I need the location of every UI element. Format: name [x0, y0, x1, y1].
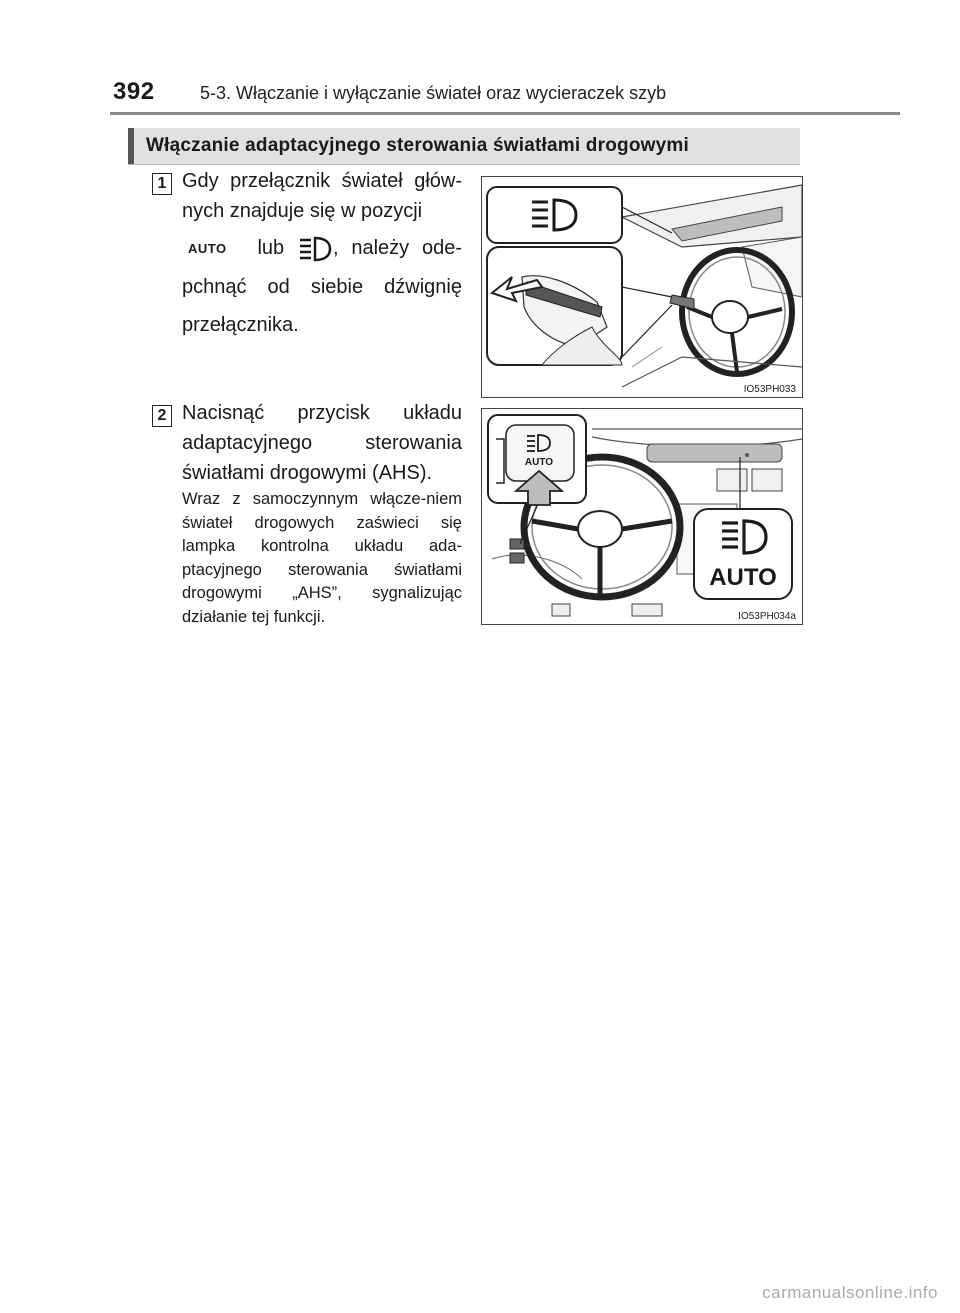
high-beam-icon: [297, 234, 333, 264]
step-2-note: Wraz z samoczynnym włącze-niem świateł drogowych zaświeci się lampka kontrolna układu ada-ptacyjnego sterowania światłami drogowymi „AHS”, sygnalizując działanie tej funkcji.: [182, 490, 462, 626]
figure-2-code: IO53PH034a: [738, 611, 796, 622]
step-2-text: Nacisnąć przycisk układu adaptacyjnego sterowania światłami drogowymi (AHS).: [182, 402, 462, 484]
section-accent: [128, 128, 134, 164]
step-1-number: 1: [152, 173, 172, 195]
step-1-text-continued: [182, 229, 462, 344]
indicator-auto-label: AUTO: [709, 564, 777, 591]
header-rule: [110, 112, 900, 115]
figure-1-code: IO53PH033: [743, 384, 796, 395]
figure-2-illustration: [482, 409, 802, 624]
section-heading-bar: [128, 128, 800, 165]
step-1-text: [182, 166, 462, 226]
section-title: Włączanie adaptacyjnego sterowania światłami drogowymi: [146, 135, 689, 156]
page-number: 392: [113, 78, 155, 105]
step-1-text-part1: Gdy przełącznik świateł głów-nych znajduje się w pozycji: [182, 170, 462, 222]
step-1-text-part2: lub: [257, 237, 285, 259]
step-1-text-part3: , należy ode-pchnąć od siebie dźwignię przełącznika.: [182, 237, 463, 336]
auto-position-label: AUTO: [188, 240, 227, 256]
figure-2: [481, 408, 803, 625]
button-auto-label: AUTO: [524, 457, 554, 468]
figure-1: [481, 176, 803, 398]
watermark: carmanualsonline.info: [762, 1283, 938, 1302]
running-head: 5-3. Włączanie i wyłączanie świateł oraz wycieraczek szyb: [200, 83, 667, 103]
step-2-number: 2: [152, 405, 172, 427]
figure-1-illustration: [482, 177, 802, 397]
